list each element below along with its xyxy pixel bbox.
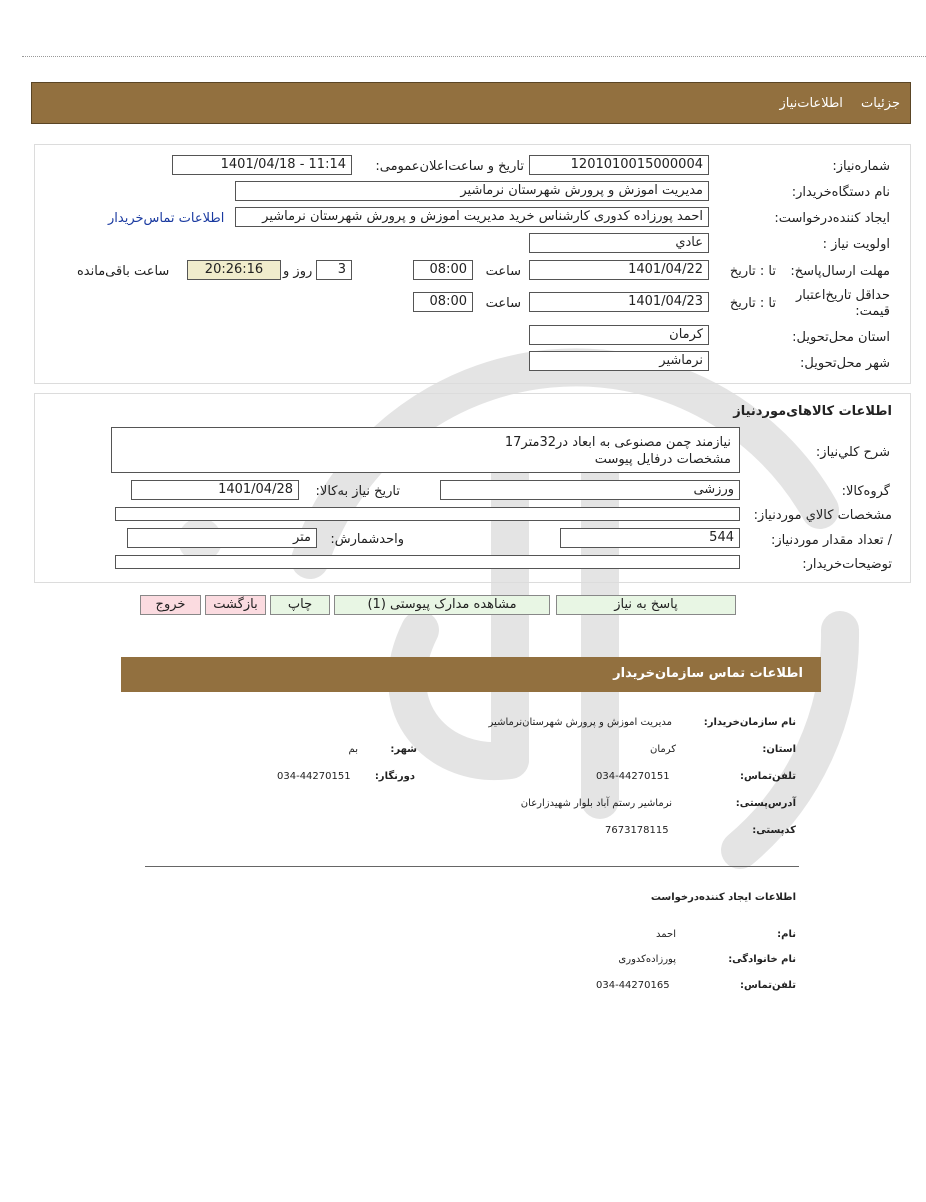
unit-label: واحد‌شمارش: [330,532,404,547]
validity-to-date-label: تا : تاریخ [729,296,776,311]
contact-fax-value: 034-44270151 [277,771,351,782]
contact-province-label: استان: [762,744,796,755]
validity-time-field: 08:00 [413,292,473,312]
requester-family-value: پورزاده‌کدوری [618,954,676,965]
contact-postal-value: 7673178115 [605,825,669,836]
remaining-time-field: 20:26:16 [187,260,281,280]
buyer-contact-link[interactable]: اطلاعات تماس‌خریدار [108,211,225,226]
top-divider [22,56,926,57]
contact-fax-label: دورنگار: [374,771,415,782]
deadline-date-field: 1401/04/22 [529,260,709,280]
need-desc-line1: نیازمند چمن مصنوعی به ابعاد در32متر17 [504,435,731,450]
contact-city-value: بم [348,744,358,755]
validity-time-label: ساعت [485,296,521,311]
goods-section-title: اطلاعات کالاهای‌مورد‌نیاز [733,404,892,419]
deadline-time-label: ساعت [485,264,521,279]
buyer-org-field: مدیریت اموزش و پرورش شهرستان نرماشیر [235,181,709,201]
contact-city-label: شهر: [390,744,417,755]
contact-province-value: کرمان [649,744,676,755]
contact-divider [145,866,799,867]
reply-button[interactable]: پاسخ به نیاز [556,595,736,615]
unit-field: متر [127,528,317,548]
goods-group-field: ورزشی [440,480,740,500]
deadline-to-date-label: تا : تاریخ [729,264,776,279]
need-desc-label: شرح کلي‌نیاز: [815,445,890,460]
contact-address-value: نرماشیر رستم آباد بلوار شهیدزارعان [520,798,672,809]
details-header-bar [31,82,911,124]
view-attachments-button[interactable]: مشاهده مدارک پیوستی (1) [334,595,550,615]
deadline-time-field: 08:00 [413,260,473,280]
need-date-label: تاریخ نیاز به‌کالا: [315,484,400,499]
city-label: شهر محل‌تحویل: [800,356,890,371]
days-label: روز و [283,264,313,279]
requester-section-title: اطلاعات ایجاد کننده‌درخواست [650,892,796,903]
quantity-field: 544 [560,528,740,548]
goods-group-label: گروه‌کالا: [841,484,890,499]
buyer-notes-field [115,555,740,569]
province-label: استان محل‌تحویل: [792,330,890,345]
remaining-time-label: ساعت باقی‌مانده [77,264,170,279]
contact-org-value: مدیریت اموزش و پرورش شهرستان‌نرماشیر [488,717,672,728]
goods-specs-label: مشخصات کالاي مورد‌نیاز: [753,508,892,523]
contact-phone-label: تلفن‌تماس: [739,771,796,782]
requester-name-value: احمد [656,929,676,940]
buyer-contact-header [121,657,821,692]
need-desc-box [111,427,740,473]
need-desc-line2: مشخصات درفایل پیوست [594,452,731,467]
creator-field: احمد پورزاده کدوری کارشناس خرید مدیریت اموزش و پرورش شهرستان نرماشیر [235,207,709,227]
priority-field: عادي [529,233,709,253]
tab-need-info[interactable]: اطلاعات‌نیاز [779,96,843,111]
province-field: کرمان [529,325,709,345]
need-number-label: شماره‌نیاز: [832,159,890,174]
tab-details[interactable]: جزئیات [861,96,900,111]
deadline-label: مهلت ارسال‌پاسخ: [790,264,890,279]
requester-family-label: نام خانوادگی: [728,954,796,965]
buyer-notes-label: توضیحات‌خریدار: [802,557,892,572]
announce-date-label: تاریخ و ساعت‌اعلان‌عمومی: [375,159,524,174]
buyer-contact-title: اطلاعات تماس سازمان‌خریدار [613,666,803,681]
remaining-days-field: 3 [316,260,352,280]
priority-label: اولویت نیاز : [822,237,890,252]
contact-org-label: نام سازمان‌خریدار: [703,717,796,728]
exit-button[interactable]: خروج [140,595,201,615]
back-button[interactable]: بازگشت [205,595,266,615]
contact-address-label: آدرس‌پستی: [735,798,796,809]
contact-postal-label: کد‌پستی: [752,825,796,836]
buyer-org-label: نام دستگاه‌خریدار: [791,185,890,200]
need-number-field: 1201010015000004 [529,155,709,175]
requester-phone-label: تلفن‌تماس: [739,980,796,991]
validity-label: حداقل تاریخ‌اعتبار قیمت: [796,288,890,319]
city-field: نرماشیر [529,351,709,371]
creator-label: ایجاد کننده‌درخواست: [774,211,890,226]
print-button[interactable]: چاپ [270,595,330,615]
goods-specs-field [115,507,740,521]
validity-date-field: 1401/04/23 [529,292,709,312]
requester-name-label: نام: [777,929,796,940]
requester-phone-value: 034-44270165 [596,980,670,991]
quantity-label: / تعداد مقدار مورد‌نیاز: [770,533,892,548]
announce-date-field: 1401/04/18 - 11:14 [172,155,352,175]
contact-phone-value: 034-44270151 [596,771,670,782]
need-date-field: 1401/04/28 [131,480,299,500]
